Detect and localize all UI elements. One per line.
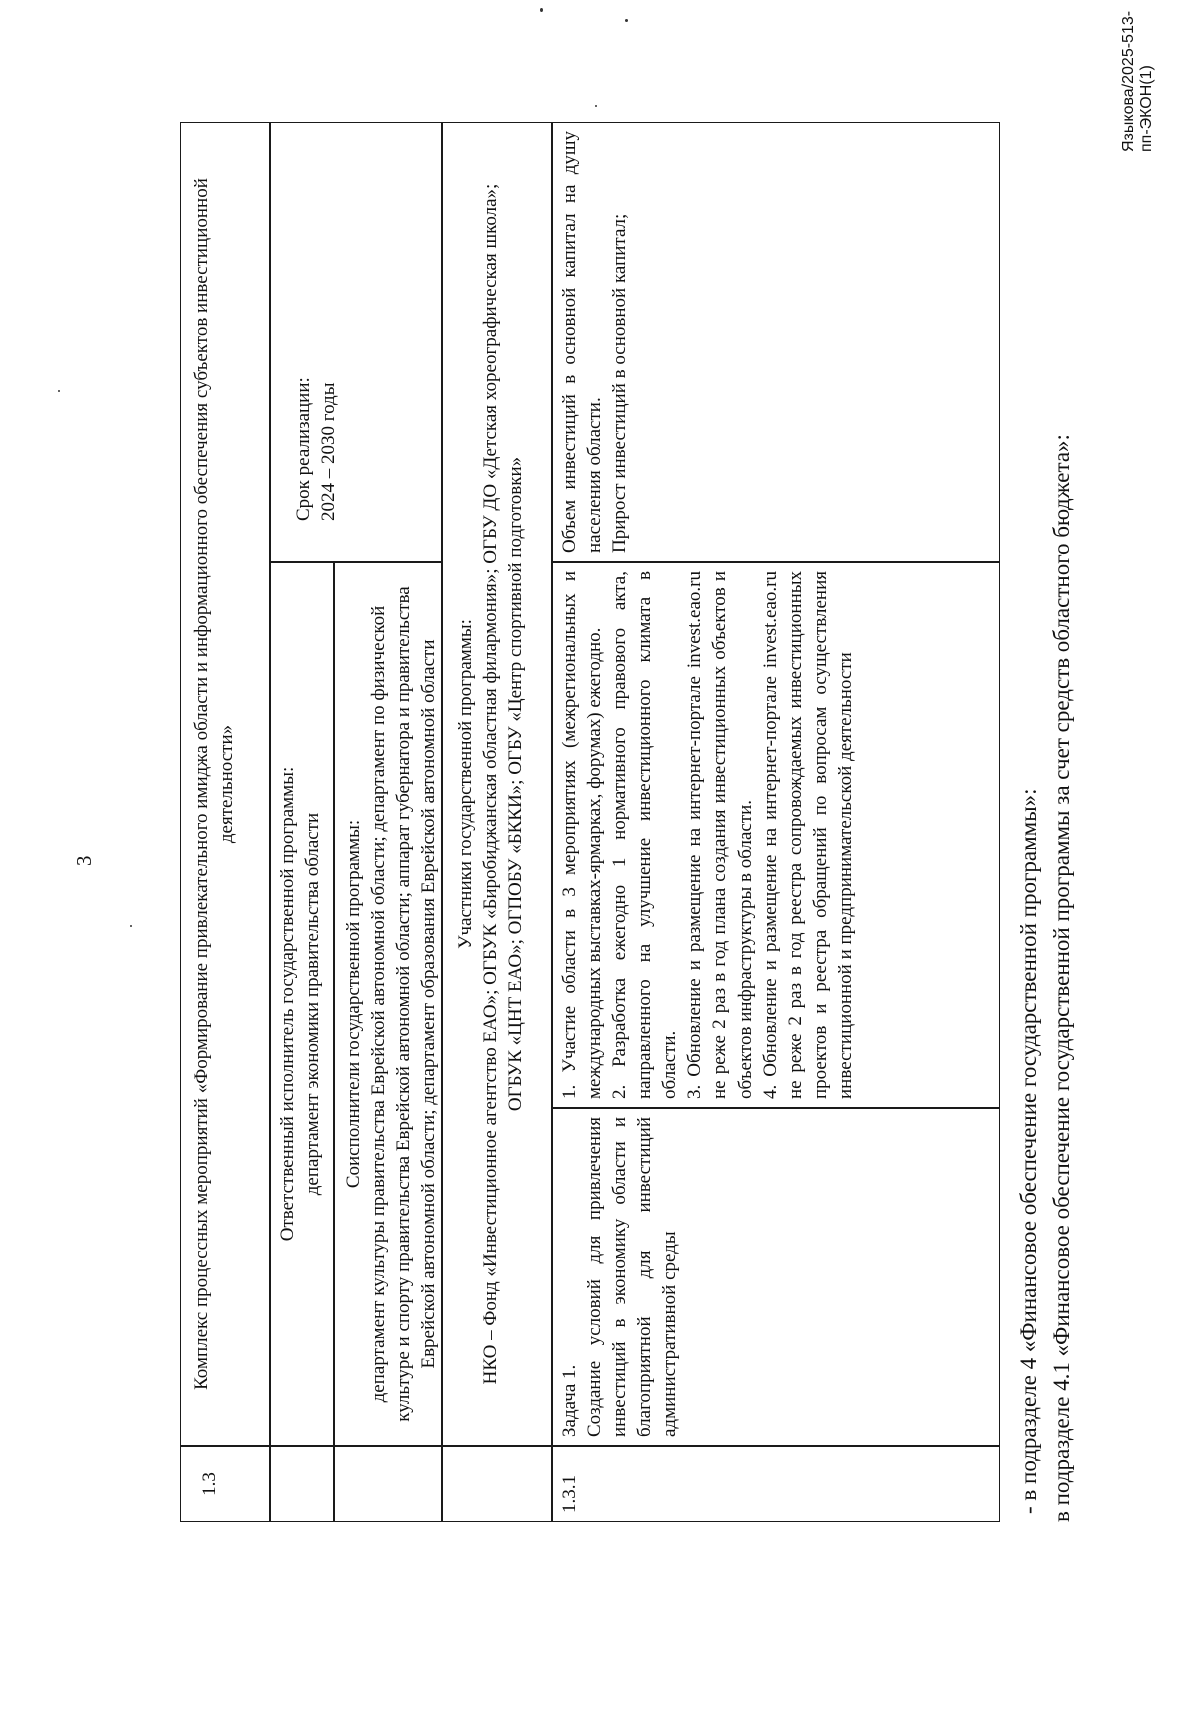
participants-value: НКО – Фонд «Инвестиционное агентство ЕАО»; ОГБУК «Биробиджанская областная филармония»; ОГБУ ДО «Детская хореографическая школа»; ОГБУК «ЦНТ ЕАО»; ОГПОБУ «БККИ»; ОГБУ «Центр спортивной подготовки» bbox=[480, 183, 527, 1385]
responsible-value: департамент экономики правительства области bbox=[302, 812, 324, 1196]
co-executors-cell bbox=[334, 562, 442, 1446]
scan-speck bbox=[130, 925, 132, 927]
task-cell bbox=[552, 1108, 1000, 1446]
indicator-item: Прирост инвестиций в основной капитал; bbox=[609, 213, 631, 553]
row-number: 1.3.1 bbox=[552, 1446, 1000, 1522]
scan-speck bbox=[540, 8, 543, 12]
participants-label: Участники государственной программы: bbox=[455, 619, 476, 949]
responsible-label: Ответственный исполнитель государственной программы: bbox=[277, 766, 298, 1242]
co-executors-value: департамент культуры правительства Еврейской автономной области; департамент по физической культуре и спорту правительства Еврейской автономной области; аппарат губернатора и правительства Еврейской автономной области; департамент образования Еврейской автономной области bbox=[368, 586, 440, 1422]
co-executors-label: Соисполнители государственной программы: bbox=[343, 819, 364, 1189]
task-text: Создание условий для привлечения инвестиций в экономику области и благоприятной для инвестиций административной среды bbox=[584, 1117, 681, 1437]
participants-cell bbox=[442, 122, 552, 1446]
measures-cell bbox=[552, 562, 1000, 1108]
row-number: 1.3 bbox=[180, 1446, 270, 1522]
measure-item: 1. Участие области в 3 мероприятиях (межрегиональных и международных выставках-ярмарках, форумах) ежегодно. bbox=[559, 571, 606, 1099]
document-signature: Языкова/2025-513-пп-ЭКОН(1) bbox=[1120, 10, 1155, 152]
term-label: Срок реализации: bbox=[293, 377, 314, 521]
empty-cell bbox=[334, 1446, 442, 1522]
scan-speck bbox=[625, 19, 628, 22]
term-cell bbox=[270, 122, 442, 562]
measure-item: 3. Обновление и размещение на интернет-портале invest.eao.ru не реже 2 раз в год плана создания инвестиционных объектов и объектов инфраструктуры в области. bbox=[684, 571, 756, 1099]
footer-note-1: - в подразделе 4 «Финансовое обеспечение государственной программы»: bbox=[1016, 788, 1041, 1514]
indicator-item: Объем инвестиций в основной капитал на душу населения области. bbox=[559, 131, 606, 553]
footer-notes bbox=[1012, 122, 1079, 1522]
page-number: 3 bbox=[72, 855, 96, 866]
measure-item: 4. Обновление и размещение на интернет-портале invest.eao.ru не реже 2 раз в год реестра сопровождаемых инвестиционных проектов и реестра обращений по вопросам осуществления инвестиционной и предпринимательской деятельности bbox=[759, 571, 856, 1099]
footer-note-2: в подразделе 4.1 «Финансовое обеспечение государственной программы за счет средств областного бюджета»: bbox=[1049, 434, 1075, 1522]
complex-title: Комплекс процессных мероприятий «Формирование привлекательного имиджа области и информационного обеспечения субъектов инвестиционной деятельности» bbox=[180, 122, 270, 1446]
term-value: 2024 – 2030 годы bbox=[318, 382, 340, 521]
program-table bbox=[180, 122, 1000, 1522]
task-title: Задача 1. bbox=[559, 1364, 580, 1437]
responsible-cell bbox=[270, 562, 334, 1446]
scan-speck bbox=[595, 105, 597, 107]
empty-cell bbox=[270, 1446, 334, 1522]
indicators-cell bbox=[552, 122, 1000, 562]
measure-item: 2. Разработка ежегодно 1 нормативного правового акта, направленного на улучшение инвестиционного климата в области. bbox=[609, 571, 681, 1099]
empty-cell bbox=[442, 1446, 552, 1522]
scan-speck bbox=[58, 390, 60, 392]
